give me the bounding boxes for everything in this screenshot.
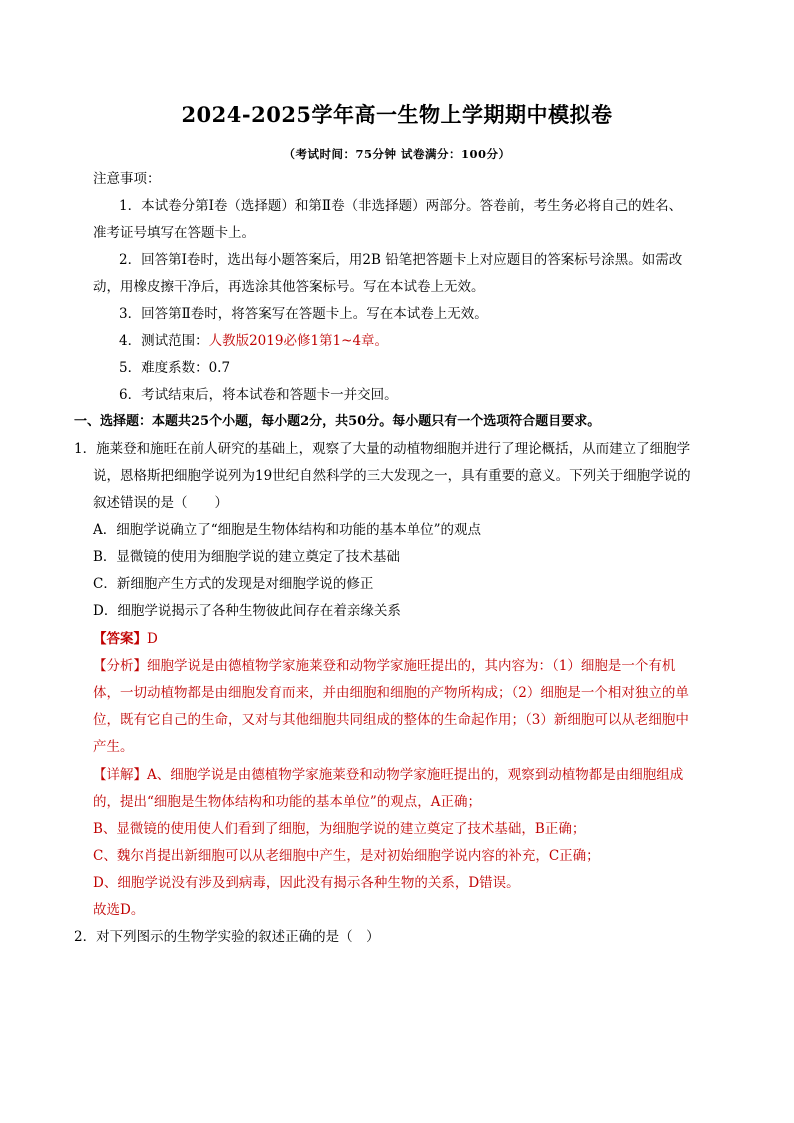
detail-line: D、细胞学说没有涉及到病毒，因此没有揭示各种生物的关系，D错误。: [93, 875, 520, 891]
option-c: C．新细胞产生方式的发现是对细胞学说的修正: [93, 576, 374, 592]
option-d: D．细胞学说揭示了各种生物彼此间存在着亲缘关系: [93, 603, 401, 619]
note-item: 动，用橡皮擦干净后，再选涂其他答案标号。写在本试卷上无效。: [93, 279, 485, 295]
option-a: A．细胞学说确立了“细胞是生物体结构和功能的基本单位”的观点: [93, 522, 482, 538]
question-stem: 叙述错误的是（ ）: [93, 495, 228, 511]
question-stem: 2．对下列图示的生物学实验的叙述正确的是（ ）: [74, 929, 380, 945]
page-title: 2024-2025学年高一生物上学期期中模拟卷: [181, 102, 613, 127]
notes-heading: 注意事项：: [93, 171, 161, 187]
note-item: 1．本试卷分第Ⅰ卷（选择题）和第Ⅱ卷（非选择题）两部分。答卷前，考生务必将自己的姓名、: [119, 198, 683, 214]
answer-label: 【答案】: [93, 631, 147, 647]
detail-line: 【详解】A、细胞学说是由德植物学家施莱登和动物学家施旺提出的，观察到动植物都是由细胞组成: [93, 767, 684, 783]
note-item: 2．回答第Ⅰ卷时，选出每小题答案后，用2B 铅笔把答题卡上对应题目的答案标号涂黑。如需改: [119, 252, 683, 268]
detail-line: B、显微镜的使用使人们看到了细胞，为细胞学说的建立奠定了技术基础，B正确；: [93, 821, 586, 837]
section-heading: 一、选择题：本题共25个小题，每小题2分，共50分。每小题只有一个选项符合题目要求。: [74, 414, 601, 429]
scope-label: 4．测试范围：: [119, 333, 209, 349]
detail-line: C、魏尔肖提出新细胞可以从老细胞中产生，是对初始细胞学说内容的补充，C正确；: [93, 848, 600, 864]
question-stem: 1．施莱登和施旺在前人研究的基础上，观察了大量的动植物细胞并进行了理论概括，从而建立了细胞学: [74, 441, 691, 457]
answer-line: [93, 630, 158, 648]
note-item: 准考证号填写在答题卡上。: [93, 225, 255, 241]
scope-value: 人教版2019必修1第1~4章。: [208, 333, 389, 349]
note-item: 3．回答第Ⅱ卷时，将答案写在答题卡上。写在本试卷上无效。: [119, 306, 488, 322]
detail-line: 的，提出“细胞是生物体结构和功能的基本单位”的观点，A正确；: [93, 794, 482, 810]
option-b: B．显微镜的使用为细胞学说的建立奠定了技术基础: [93, 549, 400, 565]
note-item: 6．考试结束后，将本试卷和答题卡一并交回。: [119, 387, 398, 403]
detail-line: 故选D。: [93, 902, 145, 918]
analysis-line: 体，一切动植物都是由细胞发育而来，并由细胞和细胞的产物所构成；（2）细胞是一个相对独立的单: [93, 685, 689, 701]
note-item-scope: [119, 332, 388, 350]
note-item: 5．难度系数：0.7: [119, 360, 231, 376]
answer-value: D: [147, 631, 158, 647]
analysis-line: 【分析】细胞学说是由德植物学家施莱登和动物学家施旺提出的，其内容为：（1）细胞是一个有机: [93, 658, 676, 674]
analysis-line: 产生。: [93, 739, 134, 755]
exam-time-info: （考试时间：75分钟 试卷满分：100分）: [283, 147, 511, 161]
analysis-line: 位，既有它自己的生命，又对与其他细胞共同组成的整体的生命起作用；（3）新细胞可以从老细胞中: [93, 712, 689, 728]
question-stem: 说，恩格斯把细胞学说列为19世纪自然科学的三大发现之一，具有重要的意义。下列关于细胞学说的: [93, 468, 691, 484]
